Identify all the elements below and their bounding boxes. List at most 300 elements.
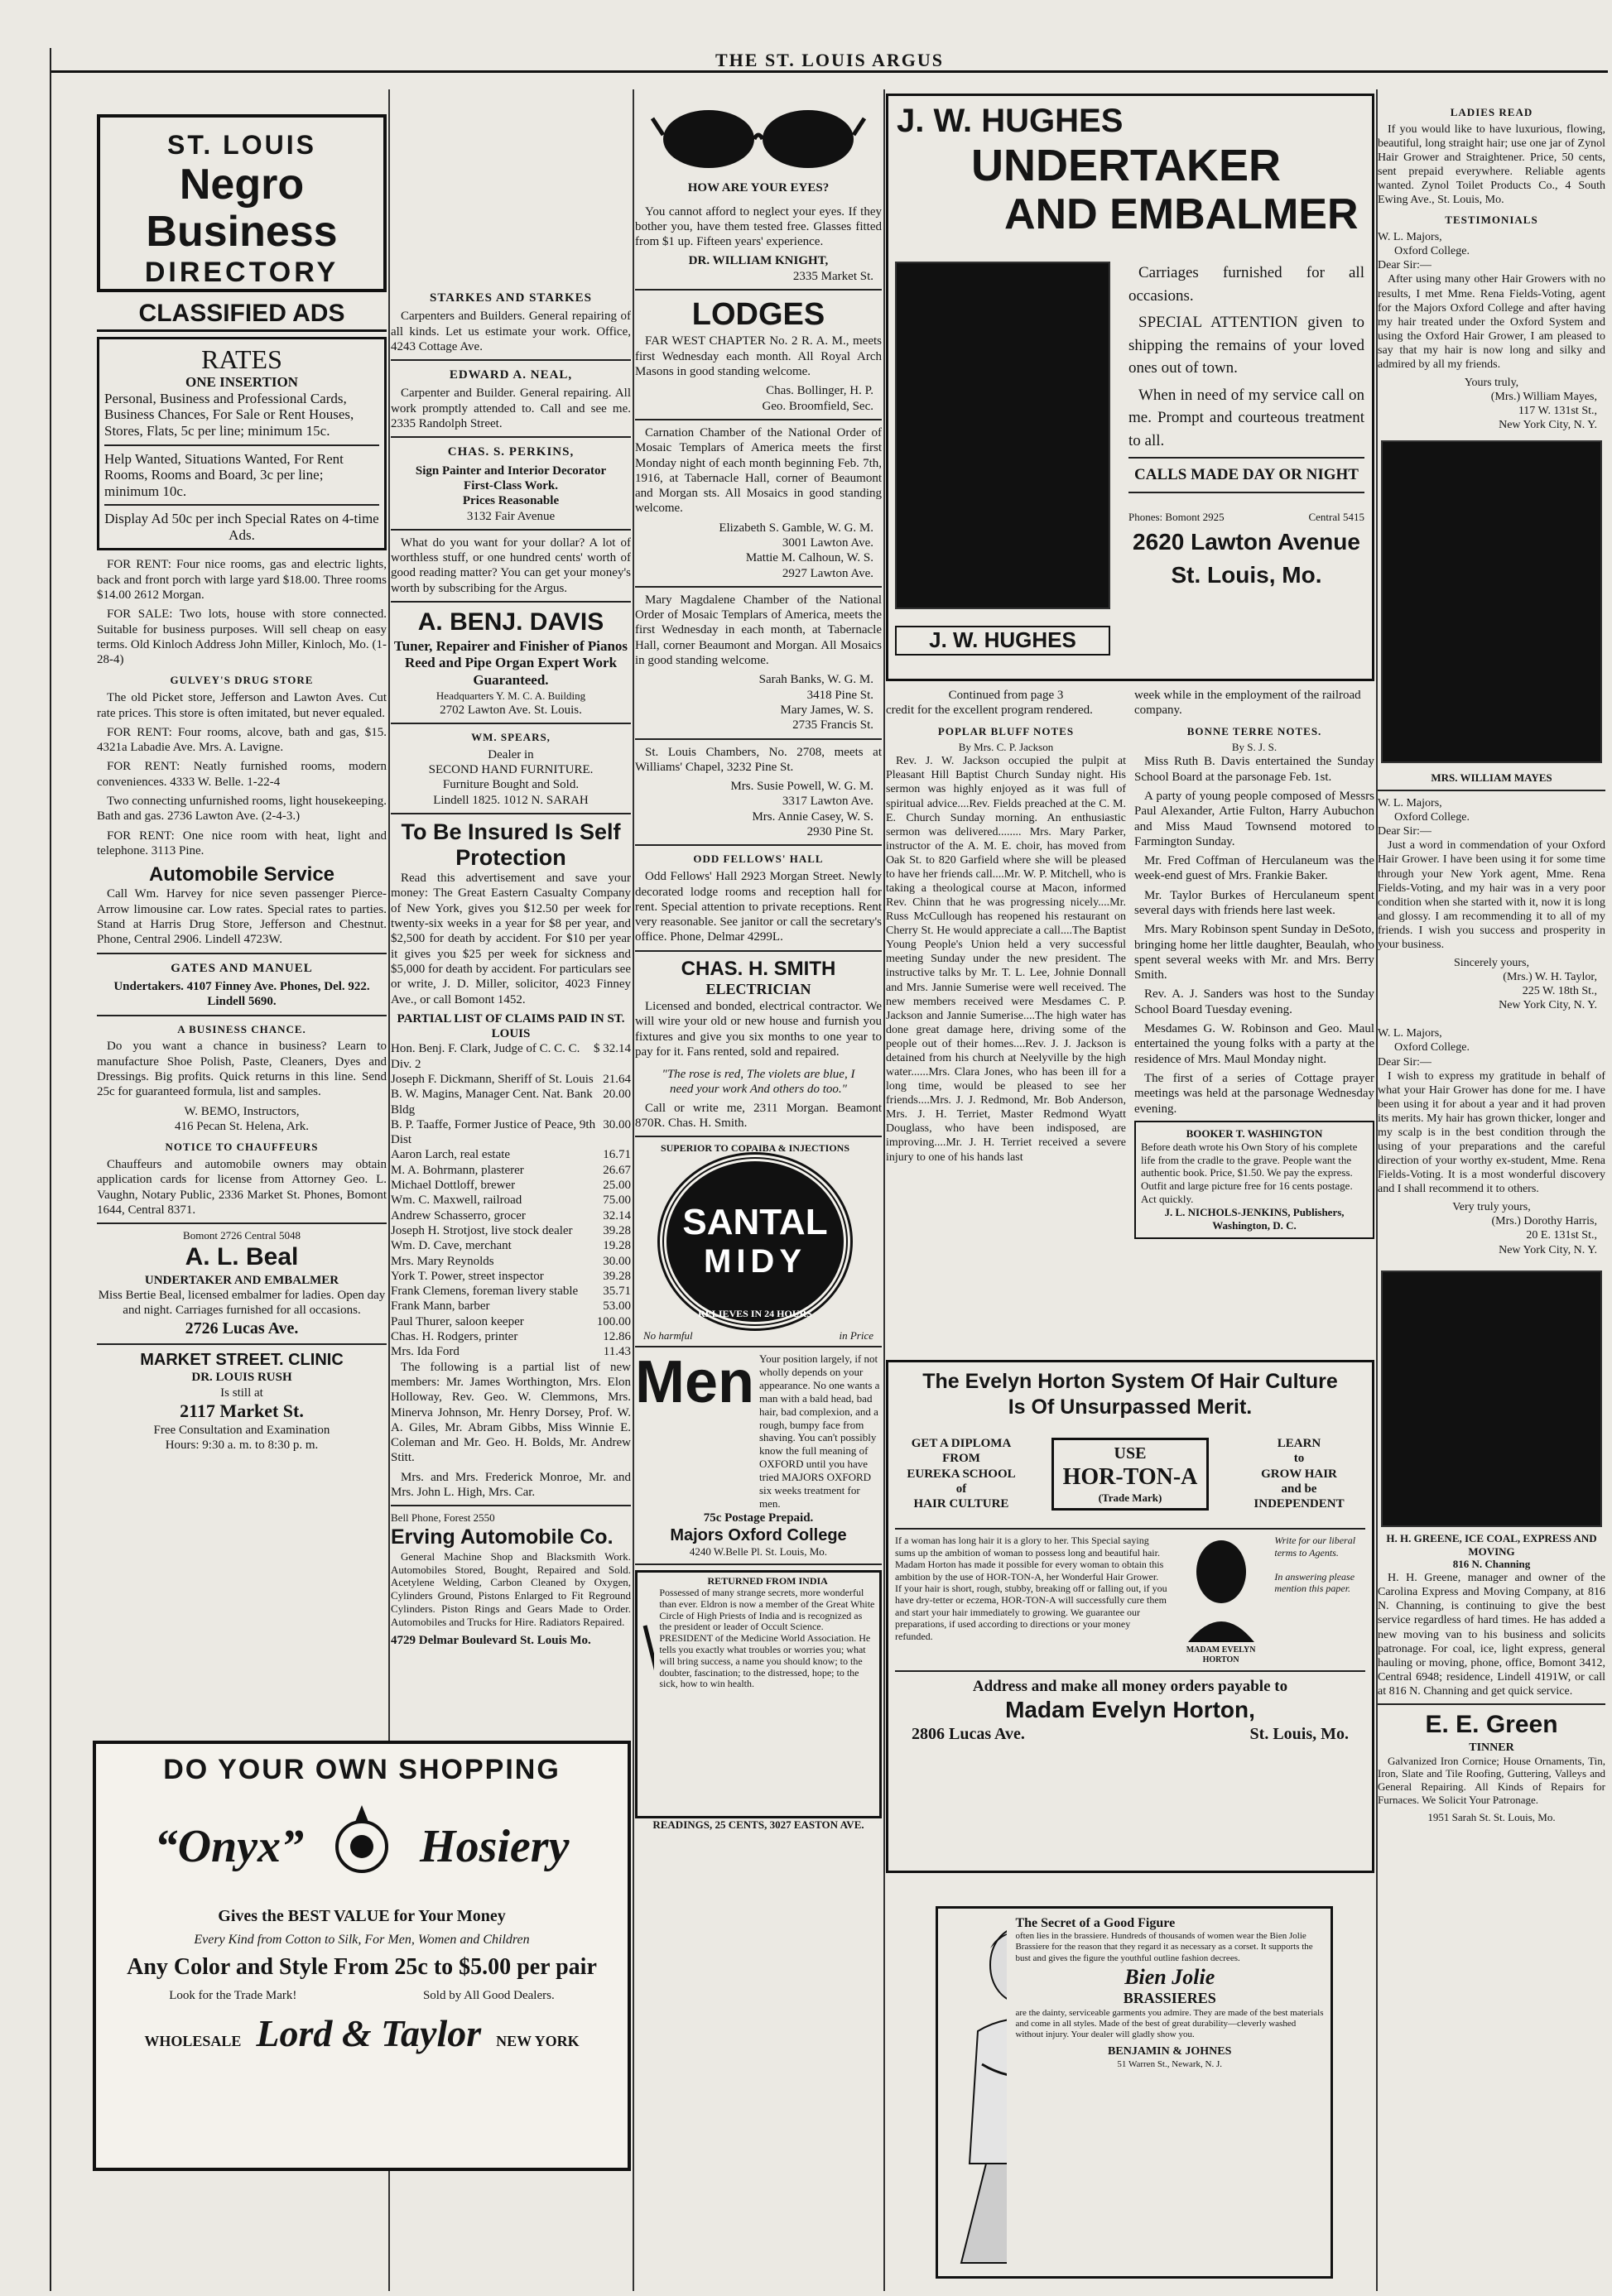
horton-city: St. Louis, Mo. <box>1249 1725 1349 1744</box>
claim-name: Frank Clemens, foreman livery stable <box>391 1285 579 1299</box>
horton-text: LEARN <box>1277 1437 1321 1450</box>
claim-row <box>391 1284 631 1299</box>
lodge-officer: Mary James, W. S. <box>780 703 873 717</box>
horton-heading: The Evelyn Horton System Of Hair Culture <box>922 1370 1338 1393</box>
onyx-city: NEW YORK <box>496 2033 580 2049</box>
claim-name: York T. Power, street inspector <box>391 1269 544 1283</box>
bj-sub: BRASSIERES <box>1123 1989 1216 2006</box>
ad-heading: GATES AND MANUEL <box>171 961 313 975</box>
ad-publisher: J. L. NICHOLS-JENKINS, Publishers, Washington, D. C. <box>1164 1206 1345 1232</box>
horton-text: HAIR CULTURE <box>913 1497 1009 1511</box>
bj-maker: BENJAMIN & JOHNES <box>1108 2045 1232 2058</box>
onyx-text: Look for the Trade Mark! <box>169 1989 297 2002</box>
claim-amount: $ 32.14 <box>594 1042 631 1056</box>
news-text: H. H. Greene, manager and owner of the Carolina Express and Moving Company, at 816 N. Channing, is continuing to give the best service regardless of hard times. He has added a new moving van to his business and solicits patronage. For coal, ice, light express, general hauling or moving, phone, office, Bomont 3412, Central 6948; residence, Lindell 4191W, or call at 816 N. Channing and get quick service. <box>1378 1572 1605 1698</box>
hughes-heading: AND EMBALMER <box>1004 190 1359 238</box>
ad-subheading: PARTIAL LIST OF CLAIMS PAID IN ST. LOUIS <box>397 1011 625 1041</box>
column-5 <box>1378 99 1605 2284</box>
classified-ad: The following is a partial list of new members: Mr. James Worthington, Mrs. Elon Holloway, Rev. Geo. W. Clemmons, Mrs. Minerva Johnson, Mr. Henry Dorsey, Prof. W. A. Giles, Mr. Abram Gibbs, Miss Winnie E. Coleman and Mr. Geo. H. Bolds, Mr. Andrew Stitt. <box>391 1360 631 1465</box>
classified-ad: Mrs. and Mrs. Frederick Monroe, Mr. and Mrs. John L. High, Mrs. Car. <box>391 1470 631 1500</box>
hughes-text: Carriages furnished for all occasions. <box>1128 264 1364 305</box>
booker-washington-ad <box>1134 1121 1374 1239</box>
ad-subheading: ELECTRICIAN <box>705 980 811 997</box>
masthead: THE ST. LOUIS ARGUS <box>51 48 1608 73</box>
claim-amount: 75.00 <box>603 1194 631 1208</box>
india-ad <box>635 1570 882 1818</box>
classified-ad: Free Consultation and Examination <box>153 1423 330 1437</box>
lodge-officer: 2735 Francis St. <box>792 718 873 733</box>
onyx-hosiery: Hosiery <box>420 1821 570 1872</box>
horton-tm: (Trade Mark) <box>1098 1491 1162 1505</box>
santal-text: RELIEVES IN 24 HOURS <box>698 1308 812 1320</box>
news-byline: By S. J. S. <box>1231 741 1278 754</box>
claim-row <box>391 1208 631 1223</box>
letter-addressee: W. L. Majors, <box>1378 1027 1442 1040</box>
santal-text: SANTAL <box>682 1202 828 1243</box>
ad-heading: Erving Automobile Co. <box>391 1525 614 1549</box>
horton-use: USE <box>1114 1443 1147 1463</box>
letter-sign: (Mrs.) William Mayes, <box>1490 391 1597 404</box>
claim-row <box>391 1147 631 1162</box>
horton-name: Madam Evelyn Horton, <box>1005 1697 1255 1723</box>
rates-subtitle: ONE INSERTION <box>185 374 298 391</box>
claim-row <box>391 1238 631 1253</box>
news-text: Miss Ruth B. Davis entertained the Sunday School Board at the parsonage Feb. 1st. <box>1134 755 1374 784</box>
ad-subheading: TINNER <box>1469 1741 1514 1754</box>
letter-greeting: Dear Sir:— <box>1378 259 1432 272</box>
rates-title: RATES <box>201 343 282 374</box>
eyeglasses-icon <box>651 102 866 176</box>
letter-sign: Very truly yours, <box>1452 1201 1531 1214</box>
claim-amount: 19.28 <box>603 1239 631 1253</box>
column-rule <box>633 89 634 2291</box>
hughes-phone: Phones: Bomont 2925 <box>1128 510 1225 523</box>
claim-name: Joseph H. Strotjost, live stock dealer <box>391 1223 573 1237</box>
news-heading: TESTIMONIALS <box>1445 214 1538 227</box>
continued-text: credit for the excellent program rendered. <box>886 704 1093 718</box>
classified-ad: Miss Bertie Beal, licensed embalmer for ladies. Open day and night. Carriages furnished for all occasions. <box>98 1289 386 1318</box>
ad-heading: A BUSINESS CHANCE. <box>177 1022 306 1035</box>
horton-trademark: HOR-TON-A <box>1062 1463 1198 1490</box>
classified-ad: Undertakers. 4107 Finney Ave. Phones, Del. 922. Lindell 5690. <box>113 979 370 1009</box>
continued-note: Continued from page 3 <box>948 689 1064 702</box>
classified-ad: Headquarters Y. M. C. A. Building <box>435 689 586 702</box>
ad-address: 1951 Sarah St. St. Louis, Mo. <box>1427 1811 1556 1824</box>
classified-ad: You cannot afford to neglect your eyes. If they bother you, have them tested free. Glasses fitted from $1 up. Fifteen years' experience. <box>635 204 882 249</box>
claim-name: Chas. H. Rodgers, printer <box>391 1330 518 1344</box>
ad-address: 416 Pecan St. Helena, Ark. <box>174 1119 310 1133</box>
hughes-caption: J. W. HUGHES <box>895 626 1110 656</box>
ad-text: If you would like to have luxurious, flowing, beautiful, long straight hair; use one jar of Zynol Hair Grower and Straightener. Price, 50 cents, sent prepaid everywhere. Reliable agents wanted. Zynol Toilet Products Co., 4 South Ewing Ave., St. Louis, Mo. <box>1378 122 1605 207</box>
claim-row <box>391 1163 631 1178</box>
woman-figure-icon <box>945 1915 1007 2271</box>
claim-row <box>391 1117 631 1148</box>
horton-text: GET A DIPLOMA <box>911 1437 1012 1450</box>
men-ad <box>635 1349 882 1510</box>
column-2 <box>391 284 631 1732</box>
claim-name: B. W. Magins, Manager Cent. Nat. Bank Bldg <box>391 1088 593 1117</box>
claim-name: Michael Dottloff, brewer <box>391 1179 516 1193</box>
claim-row <box>391 1329 631 1344</box>
letter-sign: Sincerely yours, <box>1454 957 1529 969</box>
claim-row <box>391 1314 631 1329</box>
lodge-notice: Carnation Chamber of the National Order of Mosaic Templars of America meets the first Monday night of each month beginning Feb. 7th, 1916, at Tabernacle Hall, corner of Beaumont and Morgan sts. All Mosaics in good standing welcome. <box>635 425 882 516</box>
claim-amount: 16.71 <box>603 1148 631 1162</box>
claim-row <box>391 1254 631 1269</box>
claim-name: Mrs. Ida Ford <box>391 1345 460 1359</box>
ad-heading: ODD FELLOWS' HALL <box>693 853 824 866</box>
letter-greeting: Dear Sir:— <box>1378 1055 1432 1069</box>
classified-ad: Hours: 9:30 a. m. to 8:30 p. m. <box>165 1439 319 1453</box>
claim-row <box>391 1269 631 1284</box>
men-company: Majors Oxford College <box>670 1525 847 1544</box>
classified-ad: FOR RENT: Neatly furnished rooms, modern conveniences. 4333 W. Belle. 1-22-4 <box>97 760 387 789</box>
classified-ad: What do you want for your dollar? A lot of worthless stuff, or one hundred cents' worth of good reading matter? You can get your money's worth by subscribing for the Argus. <box>391 536 631 595</box>
ad-heading: A. L. Beal <box>185 1243 299 1271</box>
letter-sign: (Mrs.) W. H. Taylor, <box>1503 971 1597 984</box>
bj-title: The Secret of a Good Figure <box>1015 1916 1176 1930</box>
classified-ad: 2702 Lawton Ave. St. Louis. <box>440 703 582 717</box>
claim-name: Wm. D. Cave, merchant <box>391 1239 512 1253</box>
letter-sign: New York City, N. Y. <box>1499 999 1597 1012</box>
claim-amount: 39.28 <box>603 1269 631 1283</box>
hughes-ad <box>886 94 1374 681</box>
ad-heading: Automobile Service <box>148 863 335 886</box>
horton-text: EUREKA SCHOOL <box>907 1467 1016 1481</box>
photo-caption: H. H. GREENE, ICE COAL, EXPRESS AND MOVING <box>1386 1531 1597 1558</box>
classified-ad: General Machine Shop and Blacksmith Work. Automobiles Stored, Bought, Repaired and Sold. Acetylene Welding, Carbon Cleaned by Oxygen, Cylinders Ground, Pistons Enlarged to Fit Reground Cylinders. Piston Rings and Gears Made to Order. Automobiles and Trucks for Hire. Radiators Repaired. <box>391 1549 631 1628</box>
classified-ad: The old Picket store, Jefferson and Lawton Aves. Cut rate prices. This store is often imitated, but never equaled. <box>97 691 387 720</box>
claim-amount: 30.00 <box>603 1254 631 1268</box>
ad-heading: E. E. Green <box>1425 1710 1558 1738</box>
claim-row <box>391 1193 631 1208</box>
classified-ad: Call Wm. Harvey for nice seven passenger Pierce-Arrow limousine car. Low rates. Special rates to parties. Stand at Harris Drug Store, Jefferson and Chestnut. Phone, Central 2906. Lindell 4723W. <box>97 887 387 947</box>
classified-ad: Dealer in <box>488 747 534 761</box>
claim-amount: 25.00 <box>603 1179 631 1193</box>
claim-row <box>391 1041 631 1072</box>
claim-name: Paul Thurer, saloon keeper <box>391 1314 524 1328</box>
classified-ad: Licensed and bonded, electrical contractor. We will wire your old or new house and furnish you fixtures and give you six months to one year to pay for it. Fans rented, sold and repaired. <box>635 999 882 1059</box>
news-text: Rev. A. J. Sanders was host to the Sunday School Board Tuesday evening. <box>1134 987 1374 1016</box>
news-text: Mr. Taylor Burkes of Herculaneum spent several days with friends here last week. <box>1134 888 1374 917</box>
ad-text: Before death wrote his Own Story of his complete life from the cradle to the grave. People want the authentic book. Price, $1.50. We pay the express. Outfit and large picture free for 16 cents postage. Act quickly. <box>1141 1140 1358 1206</box>
lodge-notice: FAR WEST CHAPTER No. 2 R. A. M., meets first Wednesday each month. All Royal Arch Masons in good standing welcome. <box>635 334 882 379</box>
directory-title: Negro Business <box>146 161 338 257</box>
men-address: 4240 W.Belle Pl. St. Louis, Mo. <box>689 1545 828 1559</box>
bien-jolie-ad <box>936 1906 1333 2279</box>
photo-caption: 816 N. Channing <box>1452 1558 1531 1571</box>
claim-amount: 26.67 <box>603 1163 631 1177</box>
column-1 <box>97 114 387 1736</box>
ad-poem: "The rose is red, The violets are blue, I need your work And others do too." <box>662 1068 855 1097</box>
claim-name: Wm. C. Maxwell, railroad <box>391 1194 522 1208</box>
greene-photo <box>1381 1270 1602 1527</box>
hughes-text: SPECIAL ATTENTION given to shipping the remains of your loved ones out of town. <box>1128 314 1364 377</box>
news-text: Mr. Fred Coffman of Herculaneum was the week-end guest of Mrs. Frankie Baker. <box>1134 854 1374 883</box>
lodge-officer: 3418 Pine St. <box>806 688 873 702</box>
horton-address-heading: Address and make all money orders payable to <box>972 1677 1288 1695</box>
men-price: 75c Postage Prepaid. <box>703 1511 814 1525</box>
claim-amount: 53.00 <box>603 1299 631 1314</box>
letter-sign: 117 W. 131st St., <box>1518 405 1597 418</box>
onyx-headline: DO YOUR OWN SHOPPING <box>163 1754 561 1785</box>
ad-phones: Bomont 2726 Central 5048 <box>183 1229 301 1242</box>
ad-heading: EDWARD A. NEAL, <box>449 368 573 382</box>
hughes-heading: UNDERTAKER <box>971 141 1281 190</box>
onyx-text: Sold by All Good Dealers. <box>422 1989 555 2002</box>
classified-ad: Chauffeurs and automobile owners may obtain application cards for license from Attorney Geo. L. Vaughn, Notary Public, 2336 Market St. Phones, Bomont 1644, Central 8371. <box>97 1158 387 1217</box>
letter-sign: New York City, N. Y. <box>1499 1243 1597 1256</box>
bj-text: often lies in the brassiere. Hundreds of thousands of women wear the Bien Jolie Brassiere for the reason that they regard it as necessary as a corset. It supports the bust and gives the figure the youthful outline fashion decrees. <box>1015 1931 1313 1963</box>
lodge-notice: St. Louis Chambers, No. 2708, meets at Williams' Chapel, 3232 Pine St. <box>635 745 882 774</box>
letter-sign: (Mrs.) Dorothy Harris, <box>1491 1215 1597 1228</box>
onyx-text: Every Kind from Cotton to Silk, For Men, Women and Children <box>194 1933 530 1947</box>
eyeglasses-ad <box>635 102 882 196</box>
classified-ad: Odd Fellows' Hall 2923 Morgan Street. Newly decorated lodge rooms and reception hall for rent. Special attention to private receptions. Rent very reasonable. See janitor or call the secretary's office. Phone, Delmar 4299L. <box>635 870 882 944</box>
column-4 <box>886 94 1374 2287</box>
claim-row <box>391 1072 631 1087</box>
onyx-text: Gives the BEST VALUE for Your Money <box>218 1907 506 1925</box>
horton-street: 2806 Lucas Ave. <box>912 1725 1025 1744</box>
lord-taylor-logo: Lord & Taylor <box>256 2012 482 2054</box>
letter-body: I wish to express my gratitude in behalf of what your Hair Grower has done for me. I have been using it for about a year and it had proven its merits. My hair has grown thicker, longer and my scalp is in the best condition through the using of your preparations and the careful direction of your worthy ex-student, Mme. Rena Fields-Voting. It is a most wonderful discovery and I shall recommend it to others. <box>1378 1069 1605 1196</box>
onyx-price: Any Color and Style From 25c to $5.00 per pair <box>127 1954 597 1980</box>
horton-body: If a woman has long hair it is a glory to her. This Special saying sums up the ambition of woman to possess long and beautiful hair. Madam Horton has made it possible for every woman to obtain this ambition by the use of HOR-TON-A, her Wonderful Hair Grower. If your hair is short, rough, stubby, breaking off or falling out, if you have dry-tetter or eczema, HOR-TON-A will successfully cure them and start your hair immediately to growing. We guarantee our preparations, if used according to directions or your money refunded. <box>895 1535 1167 1642</box>
hughes-calls: CALLS MADE DAY OR NIGHT <box>1134 466 1359 484</box>
claims-list <box>391 1041 631 1359</box>
santal-text: SUPERIOR TO COPAIBA & INJECTIONS <box>660 1142 850 1155</box>
claim-row <box>391 1178 631 1193</box>
bj-brand: Bien Jolie <box>1124 1964 1215 1989</box>
claim-amount: 39.28 <box>603 1223 631 1237</box>
ad-heading: CHAS. S. PERKINS, <box>447 445 575 459</box>
claim-amount: 32.14 <box>603 1208 631 1222</box>
ad-heading: HOW ARE YOUR EYES? <box>687 181 830 195</box>
ad-heading: NOTICE TO CHAUFFEURS <box>165 1141 319 1154</box>
horton-text: INDEPENDENT <box>1254 1497 1345 1511</box>
classified-ad: Prices Reasonable <box>462 494 560 508</box>
lodges-heading: LODGES <box>691 297 825 333</box>
claim-name: Aaron Larch, real estate <box>391 1148 511 1162</box>
lodge-officer: Mrs. Annie Casey, W. S. <box>752 809 873 824</box>
hughes-name: J. W. HUGHES <box>897 103 1124 139</box>
column-3 <box>635 94 882 2287</box>
ad-phones: Bell Phone, Forest 2550 <box>391 1511 495 1525</box>
onyx-wholesale: WHOLESALE <box>144 2033 242 2049</box>
classified-ad: Is still at <box>220 1386 263 1400</box>
classified-ad: 3132 Fair Avenue <box>466 509 556 523</box>
claim-amount: 30.00 <box>603 1117 631 1131</box>
letter-addressee: Oxford College. <box>1394 1041 1470 1054</box>
lodge-officer: 3001 Lawton Ave. <box>782 536 873 550</box>
santal-text: in Price <box>839 1329 873 1343</box>
onyx-hosiery-ad <box>93 1741 631 2171</box>
classified-ad: Carpenters and Builders. General repairing of all kinds. Let us estimate your work. Office, 4243 Cottage Ave. <box>391 310 631 353</box>
classified-ad: FOR RENT: One nice room with heat, light and telephone. 3113 Pine. <box>97 829 387 857</box>
horton-mention: In answering please mention this paper. <box>1274 1570 1355 1595</box>
horton-text: of <box>955 1482 967 1496</box>
hughes-text: When in need of my service call on me. Prompt and courteous treatment to all. <box>1128 386 1364 449</box>
horton-text: and be <box>1281 1482 1317 1496</box>
letter-addressee: Oxford College. <box>1394 811 1470 824</box>
claim-row <box>391 1087 631 1117</box>
horton-text: to <box>1293 1452 1305 1466</box>
claim-name: Mrs. Mary Reynolds <box>391 1254 494 1268</box>
rates-text: Display Ad 50c per inch Special Rates on 4-time Ads. <box>104 511 379 543</box>
santal-text: MIDY <box>704 1243 806 1280</box>
hughes-phone: Central 5415 <box>1308 510 1364 523</box>
claim-row <box>391 1223 631 1238</box>
lodge-officer: 3317 Lawton Ave. <box>782 795 873 809</box>
lodge-notice: Mary Magdalene Chamber of the National Order of Mosaic Templars of America, meets the first Wednesday in each month, at Tabernacle Hall, corner Beaumont and Morgan. All Mosaics in good standing welcome. <box>635 593 882 668</box>
ad-heading: WM. SPEARS, <box>471 731 551 743</box>
men-text: Your position largely, if not wholly depends on your appearance. No one wants a man with a bald head, bad hair, bad complexion, and a rough, bumpy face from shaving. You can't possibly know the full meaning of OXFORD until you have tried MAJORS OXFORD six weeks treatment for men. <box>759 1352 880 1510</box>
classified-ad: SECOND HAND FURNITURE. <box>428 763 594 777</box>
ad-heading: STARKES AND STARKES <box>430 291 592 305</box>
classified-ad: First-Class Work. <box>464 478 558 492</box>
onyx-trademark-icon <box>329 1801 395 1892</box>
ad-address: 2726 Lucas Ave. <box>185 1319 299 1338</box>
claim-amount: 21.64 <box>603 1073 631 1086</box>
letter-addressee: Oxford College. <box>1394 245 1470 258</box>
letter-sign: Yours truly, <box>1464 376 1519 389</box>
lodge-officer: 2927 Lawton Ave. <box>782 566 873 580</box>
classified-ad: FOR RENT: Four nice rooms, gas and electric lights, back and front porch with large yard $18.00. Three rooms $14.00 2612 Morgan. <box>97 558 387 602</box>
ad-text: Galvanized Iron Cornice; House Ornaments, Tin, Iron, Slate and Tile Roofing, Guttering, Valleys and General Repairing. All Kinds of Repairs for Furnaces. We Solicit Your Patronage. <box>1378 1754 1605 1807</box>
claim-amount: 11.43 <box>603 1345 631 1359</box>
ad-address: 2117 Market St. <box>180 1400 304 1421</box>
column-rule <box>883 89 885 2291</box>
claim-row <box>391 1299 631 1314</box>
rates-text: Help Wanted, Situations Wanted, For Rent Rooms, Rooms and Board, 3c per line; minimum 10c. <box>104 450 344 499</box>
claim-name: Andrew Schasserro, grocer <box>391 1208 526 1222</box>
claim-amount: 100.00 <box>596 1314 631 1328</box>
horton-portrait <box>1180 1535 1263 1642</box>
classified-ad: Carpenter and Builder. General repairing. All work promptly attended to. Call and see me. 2335 Randolph Street. <box>391 387 631 431</box>
horton-caption: MADAM EVELYN HORTON <box>1186 1645 1256 1664</box>
ad-subheading: DR. LOUIS RUSH <box>191 1371 292 1385</box>
ad-signature: W. BEMO, Instructors, <box>184 1104 300 1118</box>
india-text: Possessed of many strange secrets, more wonderful than ever. Eldron is now a member of the Great White Circle of High Priests of India and is recognized as the president or leader of Occult Science. PRESIDENT of the Medicine World Association. He tells you exactly what troubles or worries you; what will bring success, a name you should know; to the doubter, fascination; to the distressed, hope; to the sick, how to win health. <box>659 1586 875 1690</box>
classified-ad: Furniture Bought and Sold. <box>442 778 580 792</box>
photo-caption: MRS. WILLIAM MAYES <box>1431 771 1552 785</box>
santal-text: No harmful <box>643 1329 693 1343</box>
directory-subtitle: DIRECTORY <box>144 257 339 289</box>
news-byline: By Mrs. C. P. Jackson <box>958 741 1054 754</box>
ad-address: 4729 Delmar Boulevard St. Louis Mo. <box>391 1633 591 1647</box>
ad-subheading: UNDERTAKER AND EMBALMER <box>144 1273 339 1287</box>
india-heading: RETURNED FROM INDIA <box>707 1575 828 1588</box>
claim-name: M. A. Bohrmann, plasterer <box>391 1163 524 1177</box>
horton-agents: Write for our liberal terms to Agents. <box>1274 1535 1356 1559</box>
news-text: A party of young people composed of Messrs Paul Alexander, Artie Fulton, Harry Aubuchon and Miss Maud Townsend motored to Farmington Sunday. <box>1134 789 1374 848</box>
mystic-figure-icon <box>641 1576 654 1808</box>
santal-midy-ad <box>635 1142 882 1341</box>
news-heading: LADIES READ <box>1450 106 1533 118</box>
news-text: Mesdames G. W. Robinson and Geo. Maul entertained the young folks with a party at the residence of Mrs. Maul Monday night. <box>1134 1022 1374 1066</box>
classified-ad: Do you want a chance in business? Learn to manufacture Shoe Polish, Paste, Cleaners, Dyes and Dressings. Big profits. Quick returns in this line. Send 25c for guaranteed formula, list and samples. <box>97 1040 387 1099</box>
news-heading: POPLAR BLUFF NOTES <box>937 724 1075 737</box>
claim-name: Hon. Benj. F. Clark, Judge of C. C. C. Div. 2 <box>391 1042 580 1071</box>
news-text: The first of a series of Cottage prayer meetings was held at the parsonage Wednesday evening. <box>1134 1071 1374 1116</box>
lodge-officer: Elizabeth S. Gamble, W. G. M. <box>719 521 873 535</box>
evelyn-horton-ad <box>886 1360 1374 1873</box>
classified-ad: FOR RENT: Four rooms, alcove, bath and gas, $15. 4321a Labadie Ave. Mrs. A. Lavigne. <box>97 725 387 755</box>
lodge-officer: 2930 Pine St. <box>806 825 873 839</box>
directory-city: ST. LOUIS <box>167 130 316 160</box>
news-heading: BONNE TERRE NOTES. <box>1186 724 1322 737</box>
letter-greeting: Dear Sir:— <box>1378 825 1432 838</box>
classified-ad: Read this advertisement and save your money: The Great Eastern Casualty Company of New York, gives you $12.50 per week for twenty-six weeks in a year for $8 per year, and $2,500 for death by accident. For $10 per year it gives you $25 per week for sickness and $5,000 for death by accident. For particulars see or write, J. D. Miller, solicitor, 4023 Finney Ave., or call Bomont 1452. <box>391 872 631 1006</box>
hughes-city: St. Louis, Mo. <box>1171 562 1322 588</box>
lodge-officer: Sarah Banks, W. G. M. <box>758 673 873 687</box>
rates-text: Personal, Business and Professional Cards, Business Chances, For Sale or Rent Houses, Stores, Flats, 5c per line; minimum 15c. <box>104 390 354 440</box>
claim-amount: 35.71 <box>603 1285 631 1299</box>
ad-heading: BOOKER T. WASHINGTON <box>1186 1126 1323 1140</box>
news-text: Mrs. Mary Robinson spent Sunday in DeSoto, bringing home her little daughter, Beaulah, who spent several weeks with Mr. and Mrs. Berry Smith. <box>1134 923 1374 982</box>
hughes-address: 2620 Lawton Avenue <box>1133 528 1360 555</box>
lodge-officer: Mattie M. Calhoun, W. S. <box>745 551 873 565</box>
claim-amount: 12.86 <box>603 1330 631 1344</box>
india-footer: READINGS, 25 CENTS, 3027 EASTON AVE. <box>652 1818 864 1832</box>
letter-body: After using many other Hair Growers with no results, I met Mme. Rena Fields-Voting, agent for the Majors Oxford College and after having my hair treated under the Oxford System and using the Oxford Hair Grower, I am pleased to say that my hair is now long and silky and admired by all my friends. <box>1378 273 1605 371</box>
lodge-officer: Geo. Broomfield, Sec. <box>762 399 873 413</box>
ad-heading: A. BENJ. DAVIS <box>417 608 604 636</box>
lodge-officer: Chas. Bollinger, H. P. <box>766 384 873 398</box>
horton-text: GROW HAIR <box>1261 1467 1337 1481</box>
claim-name: B. P. Taaffe, Former Justice of Peace, 9th Dist <box>391 1117 596 1147</box>
classified-ad: Sign Painter and Interior Decorator <box>415 464 607 478</box>
news-text: week while in the employment of the railroad company. <box>1134 689 1361 718</box>
onyx-brand: “Onyx” <box>154 1821 305 1872</box>
ad-signature: DR. WILLIAM KNIGHT, <box>688 254 829 268</box>
classified-ad: Lindell 1825. 1012 N. SARAH <box>433 793 589 807</box>
classified-ad: Two connecting unfurnished rooms, light housekeeping. Bath and gas. 2736 Lawton Ave. (2-4-3.) <box>97 795 387 824</box>
classified-ad: Tuner, Repairer and Finisher of Pianos Reed and Pipe Organ Expert Work Guaranteed. <box>393 637 628 689</box>
classified-title: CLASSIFIED ADS <box>97 299 387 332</box>
letter-sign: New York City, N. Y. <box>1499 419 1597 432</box>
directory-box <box>97 114 387 292</box>
lodge-officer: Mrs. Susie Powell, W. G. M. <box>730 780 873 794</box>
claim-amount: 20.00 <box>603 1088 631 1102</box>
bj-address: 51 Warren St., Newark, N. J. <box>1117 2058 1223 2069</box>
hughes-photo <box>895 262 1110 609</box>
classified-ad: Call or write me, 2311 Morgan. Beamont 870R. Chas. H. Smith. <box>635 1101 882 1130</box>
letter-addressee: W. L. Majors, <box>1378 797 1442 810</box>
news-text: Rev. J. W. Jackson occupied the pulpit at Pleasant Hill Baptist Church Sunday night. His sermon was highly enjoyed as it was full of spiritual advice....Rev. Fields preached at the C. M. E. Church Sunday morning. An enthusiastic sermon was delivered........ Mrs. Mary Parker, instructor of the A. M. E. choir, has moved from Oak St. to 820 Garfield where she will be pleased to have her friends call....Mr. W. P. Mitchell, who is taking a theological course at Macon, informed Rev. Chinn that he was progressing nicely....Mr. Russ McCullough has reopened his restaurant on Cherry St. He would appreciate a call....The Baptist Young People's Union held a very successful meeting Sunday under the new president. The instructive talks by Mr. T. L. Lee, Johnie Donnall and Mrs. Jannie Sumerise were well received. The new members received were Mesdames C. P. Jackson and Jannie Sumerise....The high water has done great damage here, driving some of the people out of their homes....Rev. J. J. Jackson is detained from his church at Neelyville by the high water......Mrs. Clara Jones, who has been ill for a long time, would be pleased to see her friends....Mrs. J. J. Redmond, Mr. Bob Anderson, Mrs. J. H. Terriet, Master Redmond Wyatt Douglass, who have been indisposed, are improving....Mr. J. H. Terriet received a severe injury to one of his hands last <box>886 755 1126 1164</box>
rates-box <box>97 337 387 551</box>
letter-sign: 20 E. 131st St., <box>1526 1229 1597 1242</box>
horton-heading: Is Of Unsurpassed Merit. <box>1008 1395 1253 1419</box>
newspaper-page <box>50 48 1606 2291</box>
ad-address: 2335 Market St. <box>792 269 873 283</box>
letter-addressee: W. L. Majors, <box>1378 231 1442 244</box>
ad-heading: MARKET STREET. CLINIC <box>140 1350 344 1369</box>
claim-row <box>391 1344 631 1359</box>
horton-text: FROM <box>942 1452 980 1466</box>
ad-heading: CHAS. H. SMITH <box>681 957 836 980</box>
letter-body: Just a word in commendation of your Oxford Hair Grower. I have been using it for some time through your New York agent, Mme. Rena Fields-Voting, and my hair was in a very poor condition when she started with it, now it is long and glossy. I am recommending it to all of my friends. I wish you success and prosperity in your business. <box>1378 839 1605 951</box>
mayes-photo <box>1381 440 1602 763</box>
claim-name: Frank Mann, barber <box>391 1299 490 1314</box>
classified-ad: FOR SALE: Two lots, house with store connected. Suitable for business purposes. Will sell cheap on easy terms. Old Kinloch Address John Miller, Kinloch, Mo. (1-28-4) <box>97 608 387 667</box>
ad-heading: To Be Insured Is Self Protection <box>401 819 621 871</box>
claim-name: Joseph F. Dickmann, Sheriff of St. Louis <box>391 1073 594 1086</box>
men-heading: Men <box>635 1349 754 1416</box>
ad-heading: GULVEY'S DRUG STORE <box>170 674 314 687</box>
letter-sign: 225 W. 18th St., <box>1522 985 1597 998</box>
bj-text: are the dainty, serviceable garments you admire. They are made of the best materials and come in all styles. Made of the best of great durability—cleverly washed without injury. Your dealer will gladly show you. <box>1015 2007 1324 2039</box>
